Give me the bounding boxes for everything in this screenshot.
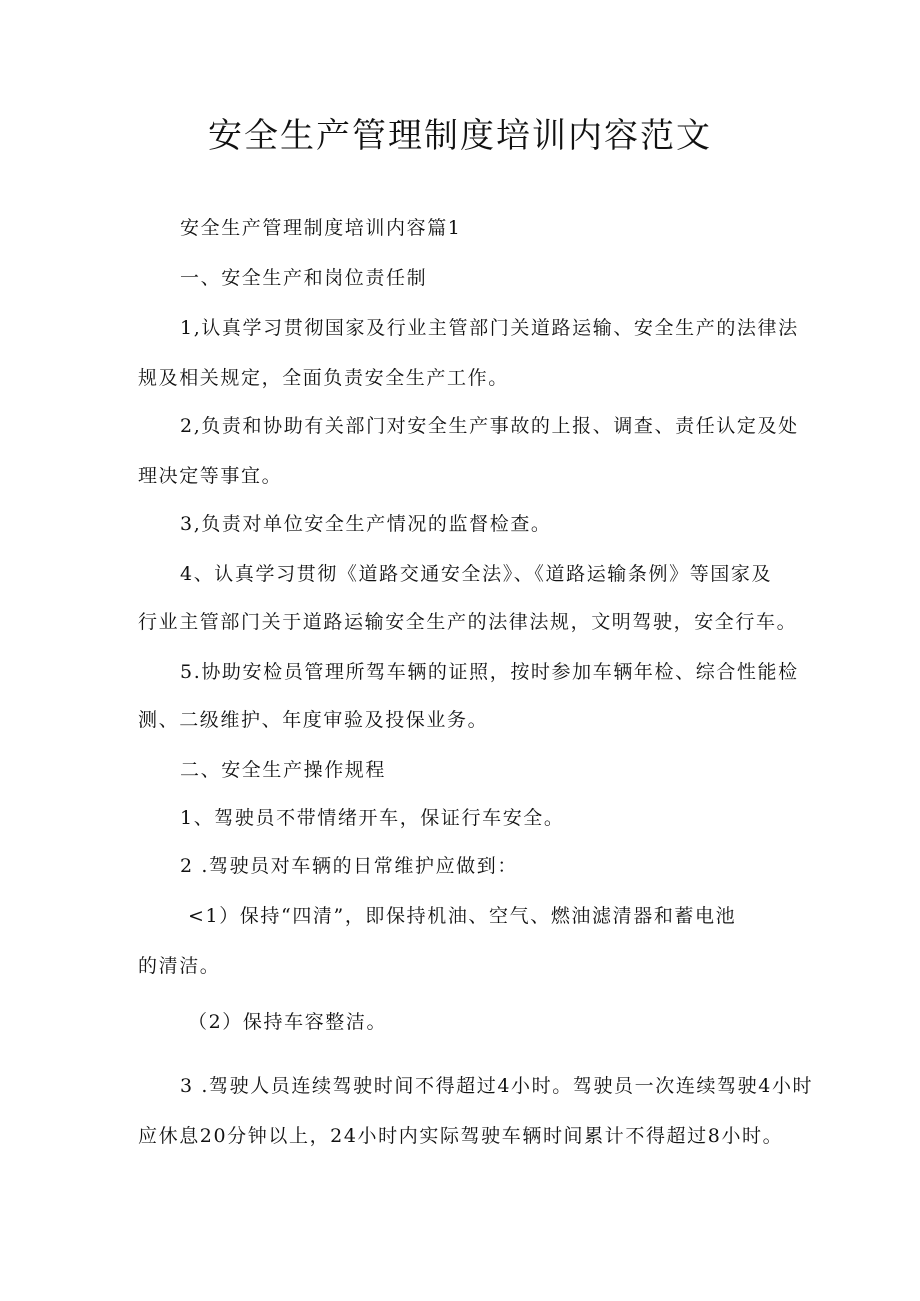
paragraph-line: 的清洁。 <box>138 955 221 977</box>
paragraph-line: 2 .驾驶员对车辆的日常维护应做到： <box>180 855 518 877</box>
section-heading: 一、安全生产和岗位责任制 <box>180 267 428 289</box>
paragraph-line: 2,负责和协助有关部门对安全生产事故的上报、调查、责任认定及处 <box>180 415 799 437</box>
section-heading: 二、安全生产操作规程 <box>180 759 387 781</box>
paragraph-line: 理决定等事宜。 <box>138 465 283 487</box>
paragraph-line: （2）保持车容整洁。 <box>188 1011 388 1033</box>
document-title: 安全生产管理制度培训内容范文 <box>208 116 712 156</box>
paragraph-line: 行业主管部门关于道路运输安全生产的法律法规，文明驾驶，安全行车。 <box>138 611 798 633</box>
paragraph-line: 3 .驾驶人员连续驾驶时间不得超过4小时。驾驶员一次连续驾驶4小时 <box>180 1075 814 1097</box>
paragraph-line: 规及相关规定，全面负责安全生产工作。 <box>138 367 509 389</box>
paragraph-line: 应休息20分钟以上，24小时内实际驾驶车辆时间累计不得超过8小时。 <box>138 1125 784 1147</box>
paragraph-line: 5.协助安检员管理所驾车辆的证照，按时参加车辆年检、综合性能检 <box>180 661 799 683</box>
paragraph-line: 1、驾驶员不带情绪开车，保证行车安全。 <box>180 807 565 829</box>
paragraph-line: 3,负责对单位安全生产情况的监督检查。 <box>180 513 552 535</box>
paragraph-line: 4、认真学习贯彻《道路交通安全法》、《道路运输条例》等国家及 <box>180 563 773 585</box>
paragraph-line: <1）保持“四清”，即保持机油、空气、燃油滤清器和蓄电池 <box>188 905 737 927</box>
paragraph-line: 测、二级维护、年度审验及投保业务。 <box>138 709 489 731</box>
section-heading: 安全生产管理制度培训内容篇1 <box>180 217 462 239</box>
paragraph-line: 1,认真学习贯彻国家及行业主管部门关道路运输、安全生产的法律法 <box>180 317 799 339</box>
